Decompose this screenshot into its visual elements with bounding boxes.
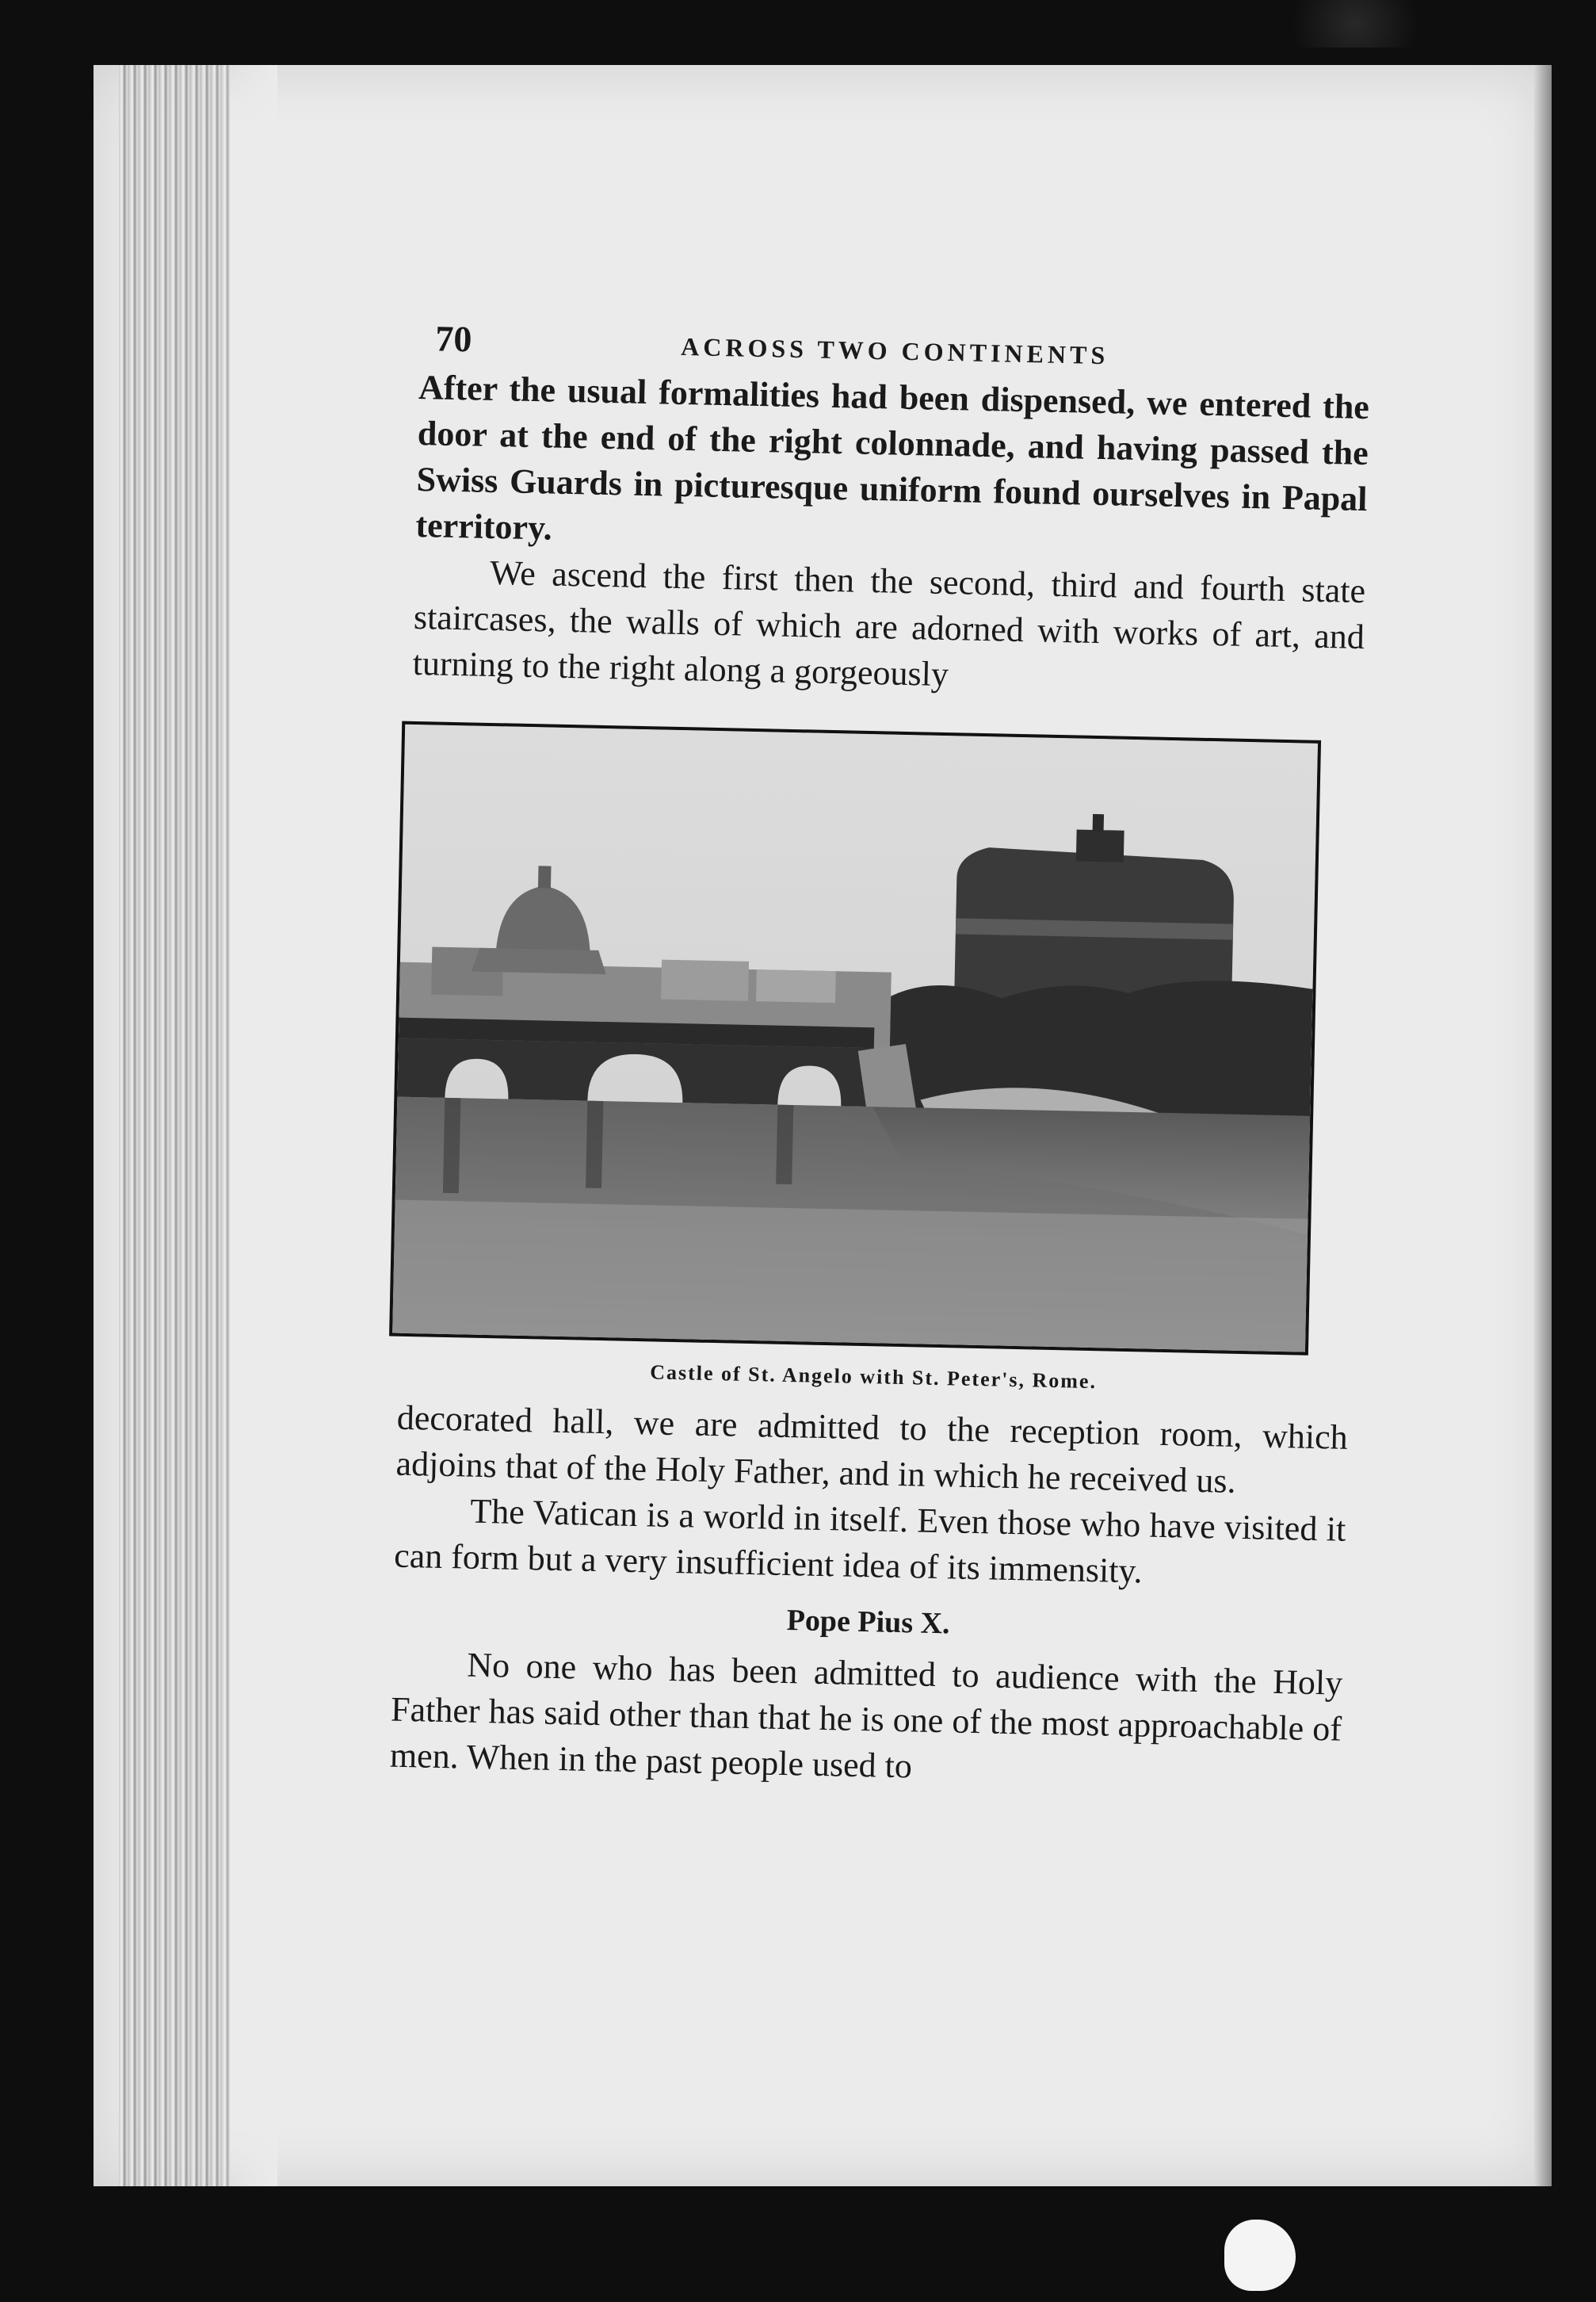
paragraph-holy-father: No one who has been admitted to audience with the Holy Father has said other than that he is one of the most approachable of men. When in the past people used to — [389, 1645, 1343, 1786]
paragraph-staircases: We ascend the first then the second, third and fourth state staircases, the walls of which are adorned with works of art, and turning to the right along a gorgeously — [412, 553, 1366, 694]
page-edge-fade — [214, 65, 277, 2186]
paragraph-formalities: After the usual formalities had been dispensed, we entered the door at the end of the right colonnade, and having passed the Swiss Guards in picturesque uniform found ourselves in Papal territory. — [414, 367, 1370, 548]
figure-caption: Castle of St. Angelo with St. Peter's, Rome. — [649, 1360, 1098, 1394]
page-number: 70 — [434, 318, 472, 360]
page-right-edge — [1534, 65, 1552, 2186]
photo-illustration — [392, 725, 1318, 1352]
scan-speck — [1268, 0, 1442, 48]
paragraph-vatican: The Vatican is a world in itself. Even those who have visited it can form but a very insufficient idea of its immensity. — [393, 1491, 1346, 1591]
page-content — [389, 317, 1370, 1799]
section-heading: Pope Pius X. — [786, 1604, 950, 1641]
page-edges — [119, 65, 230, 2186]
scan-artifact — [1224, 2220, 1296, 2291]
photo-castle-st-angelo — [389, 721, 1321, 1356]
paragraph-reception: decorated hall, we are admitted to the reception room, which adjoins that of the Holy Father, and in which he received us. — [395, 1398, 1349, 1501]
running-head: ACROSS TWO CONTINENTS — [680, 331, 1109, 370]
